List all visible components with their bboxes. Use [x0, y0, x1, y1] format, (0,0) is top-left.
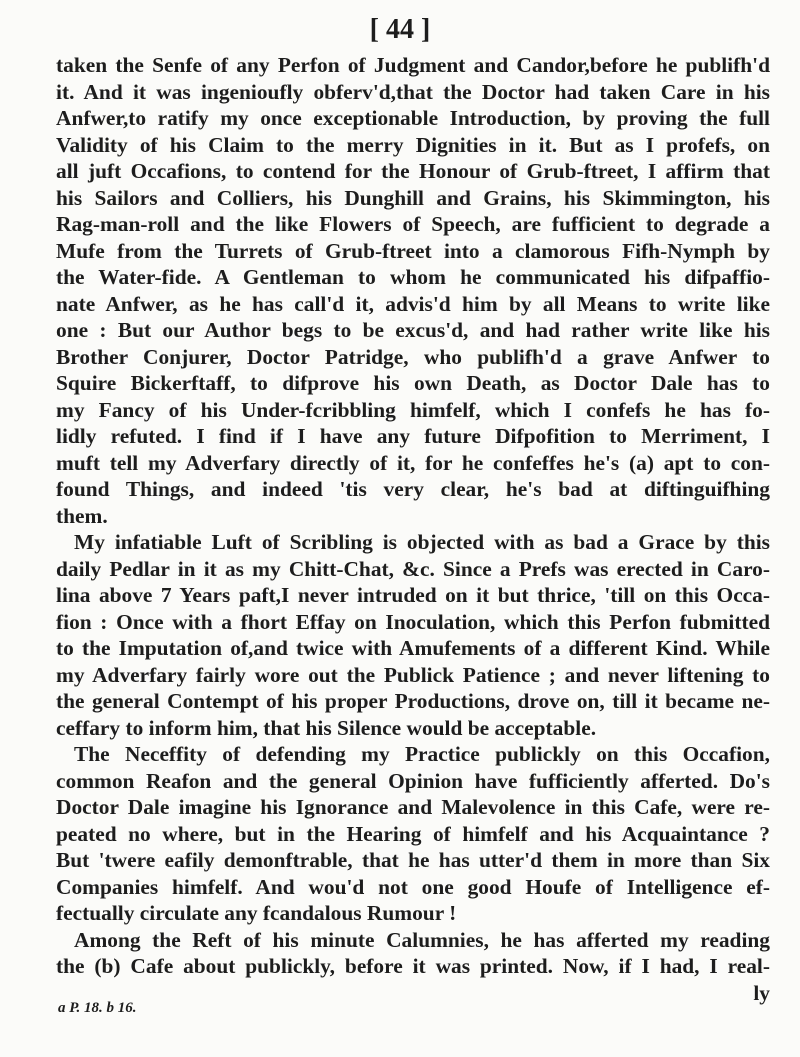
text-line: to the Imputation of,and twice with Amufements of a different Kind. While: [56, 636, 770, 660]
text-line: all juft Occafions, to contend for the Honour of Grub-ftreet, I affirm that: [56, 159, 770, 183]
text-line: it. And it was ingenioufly obferv'd,that the Doctor had taken Care in his: [56, 79, 770, 104]
text-line: Companies himfelf. And wou'd not one good Houfe of Intelligence ef-: [56, 874, 770, 899]
text-line: found Things, and indeed 'tis very clear, he's bad at diftinguifhing: [56, 477, 770, 501]
text-line: peated no where, but in the Hearing of himfelf and his Acquaintance ?: [56, 821, 770, 846]
text-line: taken the Senfe of any Perfon of Judgment and Candor,before he publifh'd: [56, 53, 770, 77]
text-line: lidly refuted. I find if I have any future Difpofition to Merriment, I: [56, 424, 770, 448]
text-line: common Reafon and the general Opinion have fufficiently afferted. Do's: [56, 768, 770, 793]
text-line: The Neceffity of defending my Practice publickly on this Occafion,: [74, 742, 770, 766]
body-text: [56, 52, 770, 1006]
text-line: Brother Conjurer, Doctor Patridge, who publifh'd a grave Anfwer to: [56, 344, 770, 369]
text-line: Validity of his Claim to the merry Dignities in it. But as I profefs, on: [56, 132, 770, 157]
catchword: ly: [753, 980, 770, 1005]
text-line: nate Anfwer, as he has call'd it, advis'd him by all Means to write like: [56, 291, 770, 316]
text-line: My infatiable Luft of Scribling is objected with as bad a Grace by this: [74, 530, 770, 554]
text-line: them.: [56, 503, 108, 528]
text-line: one : But our Author begs to be excus'd, and had rather write like his: [56, 318, 770, 342]
text-line: his Sailors and Colliers, his Dunghill and Grains, his Skimmington, his: [56, 185, 770, 210]
text-line: daily Pedlar in it as my Chitt-Chat, &c. Since a Prefs was erected in Caro-: [56, 556, 770, 581]
text-line: Rag-man-roll and the like Flowers of Speech, are fufficient to degrade a: [56, 212, 770, 236]
text-line: Mufe from the Turrets of Grub-ftreet into a clamorous Fifh-Nymph by: [56, 238, 770, 263]
text-line: Anfwer,to ratify my once exceptionable Introduction, by proving the full: [56, 106, 770, 130]
text-line: lina above 7 Years paft,I never intruded on it but thrice, 'till on this Occa-: [56, 583, 770, 607]
text-line: ceffary to inform him, that his Silence would be acceptable.: [56, 715, 597, 740]
text-line: the general Contempt of his proper Productions, drove on, till it became ne-: [56, 689, 770, 713]
text-line: But 'twere eafily demonftrable, that he has utter'd them in more than Six: [56, 848, 770, 872]
page-number: [ 44 ]: [369, 14, 431, 45]
text-line: fectually circulate any fcandalous Rumour !: [56, 901, 457, 925]
text-line: muft tell my Adverfary directly of it, for he confeffes he's (a) apt to con-: [56, 450, 770, 475]
footnote: a P. 18. b 16.: [58, 1000, 137, 1016]
text-line: fion : Once with a fhort Effay on Inoculation, which this Perfon fubmitted: [56, 609, 770, 634]
text-line: my Adverfary fairly wore out the Publick Patience ; and never liftening to: [56, 662, 770, 687]
text-line: Doctor Dale imagine his Ignorance and Malevolence in this Cafe, were re-: [56, 795, 770, 819]
text-line: the Water-fide. A Gentleman to whom he communicated his difpaffio-: [56, 265, 770, 289]
text-line: my Fancy of his Under-fcribbling himfelf, which I confefs he has fo-: [56, 397, 770, 422]
text-line: the (b) Cafe about publickly, before it was printed. Now, if I had, I real-: [56, 954, 770, 978]
text-line: Among the Reft of his minute Calumnies, he has afferted my reading: [74, 927, 770, 952]
text-line: Squire Bickerftaff, to difprove his own Death, as Doctor Dale has to: [56, 371, 770, 395]
